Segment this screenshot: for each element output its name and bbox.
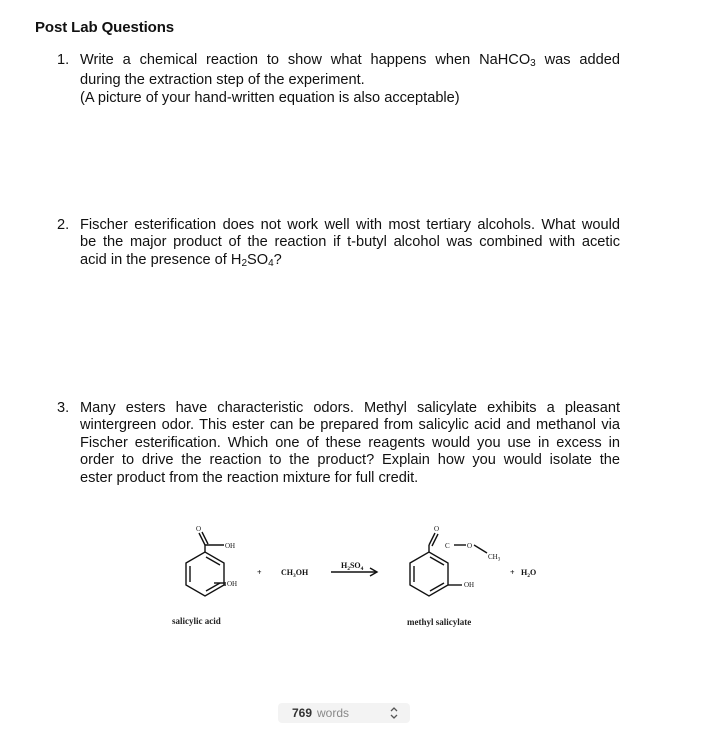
carbon-label: C <box>445 542 450 550</box>
question-number: 1. <box>57 52 70 68</box>
question-number: 3. <box>57 400 70 416</box>
plus-sign: + <box>257 568 262 577</box>
text-run: OH <box>295 568 309 577</box>
subscript: 3 <box>293 573 296 579</box>
question-line: during the extraction step of the experiment. <box>80 72 365 89</box>
text-run: SO <box>247 251 269 268</box>
subscript: 3 <box>497 557 501 563</box>
text-run: ? <box>273 251 282 268</box>
question-line: (A picture of your hand-written equation is also acceptable) <box>80 89 460 106</box>
question-line: be the major product of the reaction if t-butyl alcohol was combined with acetic <box>80 234 620 251</box>
subscript: 2 <box>347 566 350 572</box>
catalyst-formula <box>341 561 364 572</box>
word-count-label: words <box>317 706 350 720</box>
question-line: Many esters have characteristic odors. Methyl salicylate exhibits a pleasant <box>80 400 620 416</box>
methyl-salicylate-label: methyl salicylate <box>407 617 472 627</box>
question-line: Fischer esterification does not work well with most tertiary alcohols. What would <box>80 217 620 233</box>
text-run: acid in the presence of H <box>80 251 242 268</box>
plus-sign: + <box>510 568 515 577</box>
oh-label: OH <box>225 542 236 550</box>
text-run: CH <box>281 568 293 577</box>
text-run: H <box>341 561 348 570</box>
question-line: ester product from the reaction mixture for full credit. <box>80 469 419 486</box>
subscript: 4 <box>360 566 364 572</box>
text-run: H <box>521 568 528 577</box>
text-run: was added <box>535 52 620 68</box>
question-line: wintergreen odor. This ester can be prepared from salicylic acid and methanol via <box>80 417 620 434</box>
carbonyl-o-label: O <box>196 525 202 533</box>
subscript: 3 <box>530 58 536 69</box>
question-line: order to drive the reaction to the product? Explain how you would isolate the <box>80 452 620 469</box>
carbonyl-o-label: O <box>434 525 440 533</box>
oh-label: OH <box>227 580 238 588</box>
salicylic-acid-label: salicylic acid <box>172 616 221 626</box>
subscript: 2 <box>241 257 247 269</box>
text-run: O <box>529 568 537 577</box>
page-title: Post Lab Questions <box>35 19 175 36</box>
question-line: Fischer esterification. Which one of these reagents would you use in excess in <box>80 434 620 451</box>
methanol-formula <box>281 568 309 579</box>
question-number: 2. <box>57 217 70 233</box>
water-formula <box>521 568 536 579</box>
methyl-label <box>488 553 501 563</box>
text-run: SO <box>349 561 361 570</box>
subscript: 2 <box>527 573 530 579</box>
word-count-number: 769 <box>292 706 313 720</box>
word-count-widget[interactable] <box>278 703 410 723</box>
oxygen-label: O <box>467 542 473 550</box>
benzene-ring <box>410 552 448 596</box>
text-run: CH <box>488 553 498 561</box>
subscript: 4 <box>268 257 274 269</box>
oh-label: OH <box>464 581 475 589</box>
text-run: Write a chemical reaction to show what happens when NaHCO <box>80 52 531 68</box>
benzene-ring <box>186 552 224 596</box>
